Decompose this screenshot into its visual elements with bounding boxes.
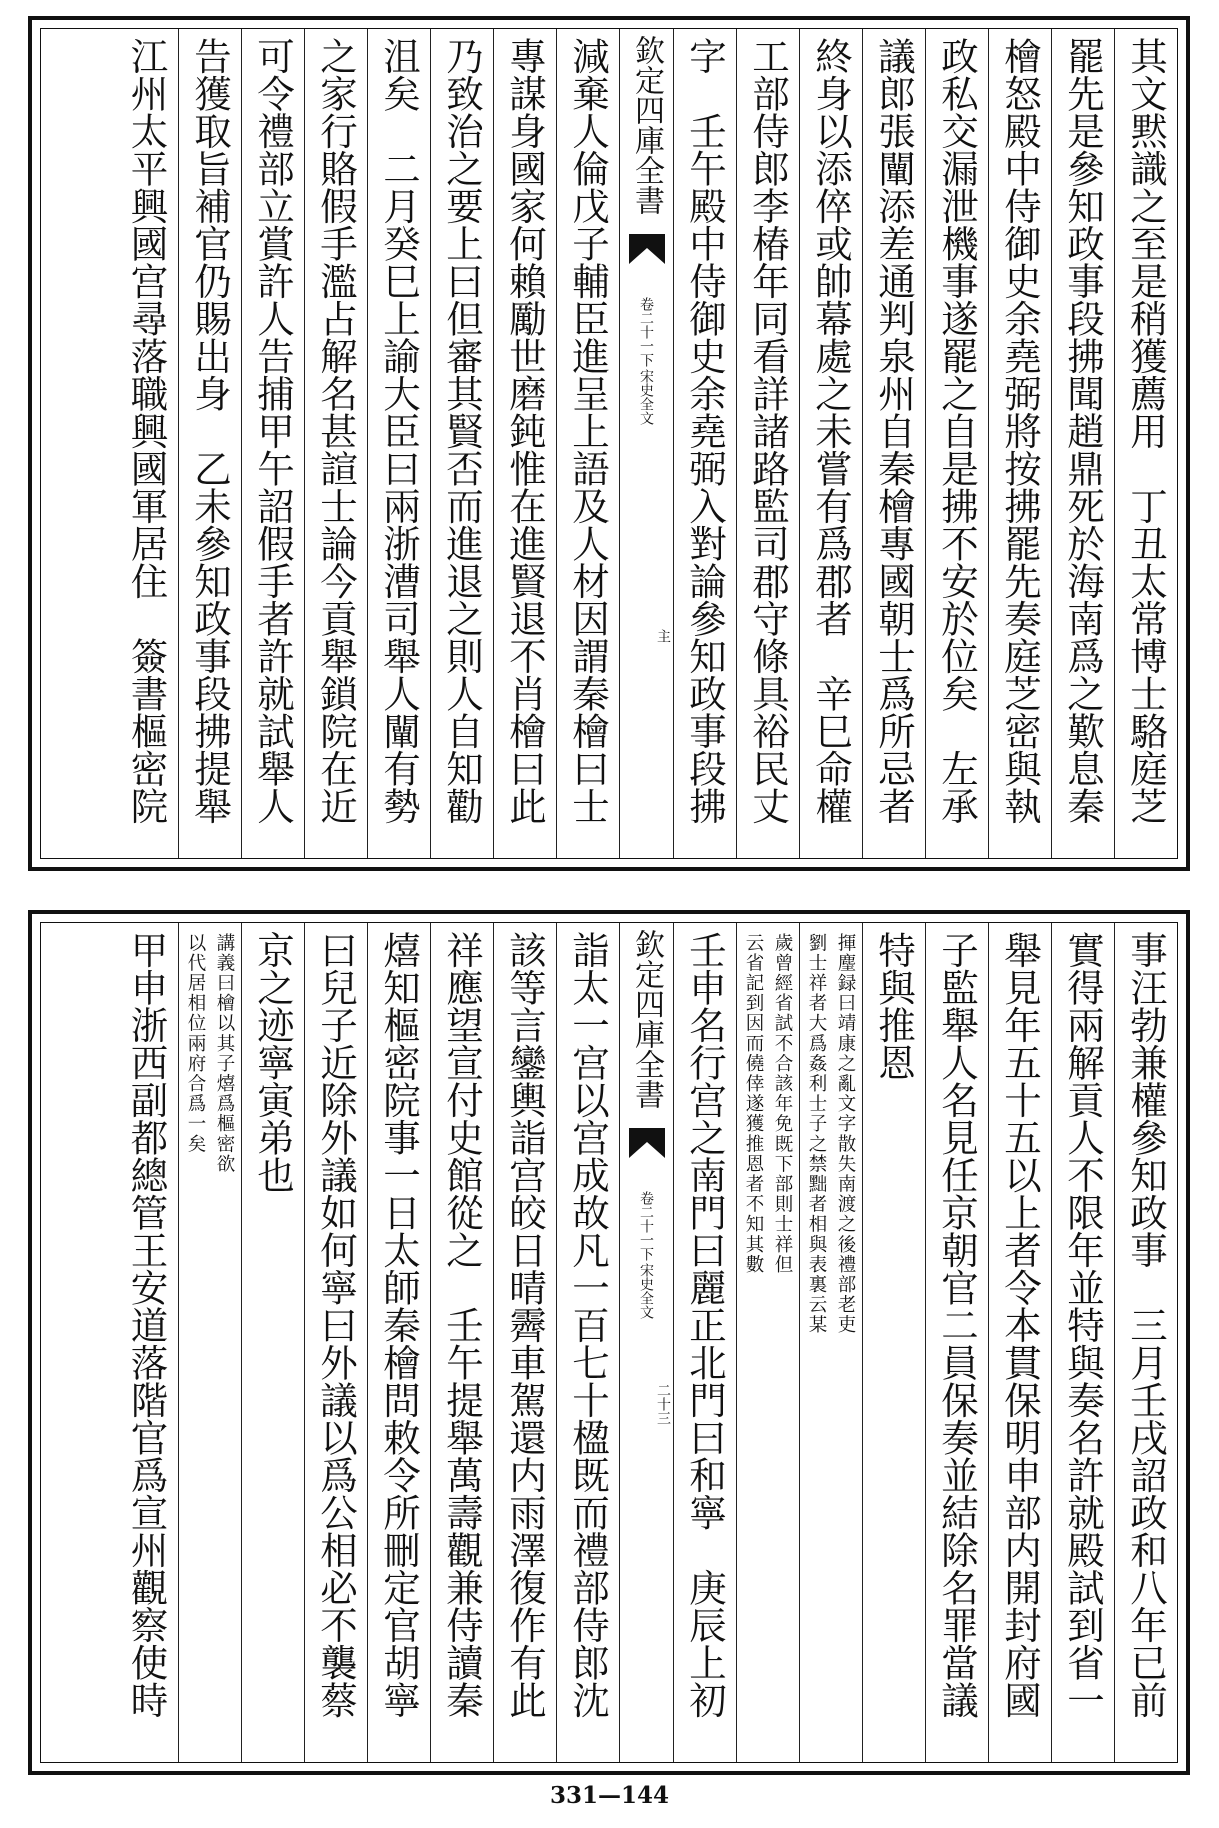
text-column: 減棄人倫戊子輔臣進呈上語及人材因謂秦檜曰士: [556, 29, 619, 858]
text-column: 終身以添倅或帥幕處之未嘗有爲郡者 辛巳命權: [799, 29, 862, 858]
text-column: 告獲取旨補官仍賜出身 乙未參知政事段拂提舉: [178, 29, 241, 858]
annotation-line: 揮麈録曰靖康之亂文字散失南渡之後禮部老吏: [835, 933, 856, 1335]
bottom-page-columns: [40, 922, 1178, 1763]
text-column: 罷先是參知政事段拂聞趙鼎死於海南爲之歎息秦: [1051, 29, 1114, 858]
bottom-page: [28, 910, 1190, 1775]
text-column: 壬申名行宫之南門曰麗正北門曰和寧 庚辰上初: [673, 923, 736, 1762]
text-column: 事汪勃兼權參知政事 三月壬戌詔政和八年已前: [1114, 923, 1177, 1762]
text-column: 詣太一宫以宫成故凡一百七十楹既而禮部侍郎沈: [556, 923, 619, 1762]
text-column: 祥應望宣付史館從之 壬午提舉萬壽觀兼侍讀秦: [430, 923, 493, 1762]
annotation-line: 劉士祥者大爲姦利士子之禁黜者相與表裏云某: [806, 933, 827, 1335]
text-column: 檜怒殿中侍御史余堯弼將按拂罷先奏庭芝密與執: [988, 29, 1051, 858]
chapter-label: [639, 1191, 653, 1319]
text-column: 其文黙識之至是稍獲薦用 丁丑太常博士駱庭芝: [1114, 29, 1177, 858]
text-column: 江州太平興國宫尋落職興國軍居住 簽書樞密院: [124, 37, 169, 825]
page-number: 331—144: [549, 1782, 670, 1809]
fishtail-mark-icon: [620, 234, 673, 274]
text-column: 之家行賂假手濫占解名甚諠士論今貢舉鎖院在近: [304, 29, 367, 858]
text-column: 工部侍郎李椿年同看詳諸路監司郡守條具裕民丈: [736, 29, 799, 858]
center-fold-column: [619, 923, 673, 1762]
chapter-label: [639, 297, 653, 425]
text-column: 該等言鑾輿詣宫皎日晴霽車駕還内雨澤復作有此: [493, 923, 556, 1762]
text-column: 字 壬午殿中侍御史余堯弼入對論參知政事段拂: [673, 29, 736, 858]
text-column: 曰兒子近除外議如何寧曰外議以爲公相必不襲蔡: [304, 923, 367, 1762]
annotation-column: [736, 923, 799, 1762]
annotation-line: 講義曰檜以其子熺爲樞密欲: [214, 933, 235, 1175]
top-page-columns: [40, 28, 1178, 859]
text-column: 特與推恩: [862, 923, 925, 1762]
folio-number: 主: [655, 629, 671, 643]
book-subtitle: 宋史全文: [638, 369, 654, 425]
text-column: 京之迹寧寅弟也: [241, 923, 304, 1762]
text-column: 甲申浙西副都總管王安道落階官爲宣州觀察使時: [124, 931, 169, 1719]
text-column: 可令禮部立賞許人告捕甲午詔假手者許就試舉人: [241, 29, 304, 858]
book-subtitle: 宋史全文: [638, 1263, 654, 1319]
text-column: 專謀身國家何賴勵世磨鈍惟在進賢退不肖檜曰此: [493, 29, 556, 858]
text-column: 熺知樞密院事一日太師秦檜問敕令所刪定官胡寧: [367, 923, 430, 1762]
annotation-column: [178, 923, 241, 1762]
annotation-line: 以代居相位兩府合爲一矣: [185, 933, 206, 1155]
book-subtitle: 卷二十一下: [638, 297, 654, 367]
center-fold-column: [619, 29, 673, 858]
book-title: 欽定四庫全書: [629, 929, 664, 1109]
text-column: 子監舉人名見任京朝官二員保奏並結除名罪當議: [925, 923, 988, 1762]
text-column: 議郎張闡添差通判泉州自秦檜專國朝士爲所忌者: [862, 29, 925, 858]
annotation-line: 歲曾經省試不合該年免既下部則士祥但: [772, 933, 793, 1275]
annotation-column: [799, 923, 862, 1762]
fishtail-mark-icon: [620, 1128, 673, 1168]
annotation-line: 云省記到因而僥倖遂獲推恩者不知其數: [743, 933, 764, 1275]
text-column: 實得兩解貢人不限年並特與奏名許就殿試到省一: [1051, 923, 1114, 1762]
book-title: 欽定四庫全書: [629, 35, 664, 215]
text-column: 沮矣 二月癸巳上諭大臣曰兩浙漕司舉人闡有勢: [367, 29, 430, 858]
text-column: 乃致治之要上曰但審其賢否而進退之則人自知勸: [430, 29, 493, 858]
text-column: 政私交漏泄機事遂罷之自是拂不安於位矣 左承: [925, 29, 988, 858]
top-page: [28, 16, 1190, 871]
text-column: 舉見年五十五以上者令本貫保明申部内開封府國: [988, 923, 1051, 1762]
folio-number: 二十三: [655, 1383, 671, 1425]
book-subtitle: 卷二十一下: [638, 1191, 654, 1261]
